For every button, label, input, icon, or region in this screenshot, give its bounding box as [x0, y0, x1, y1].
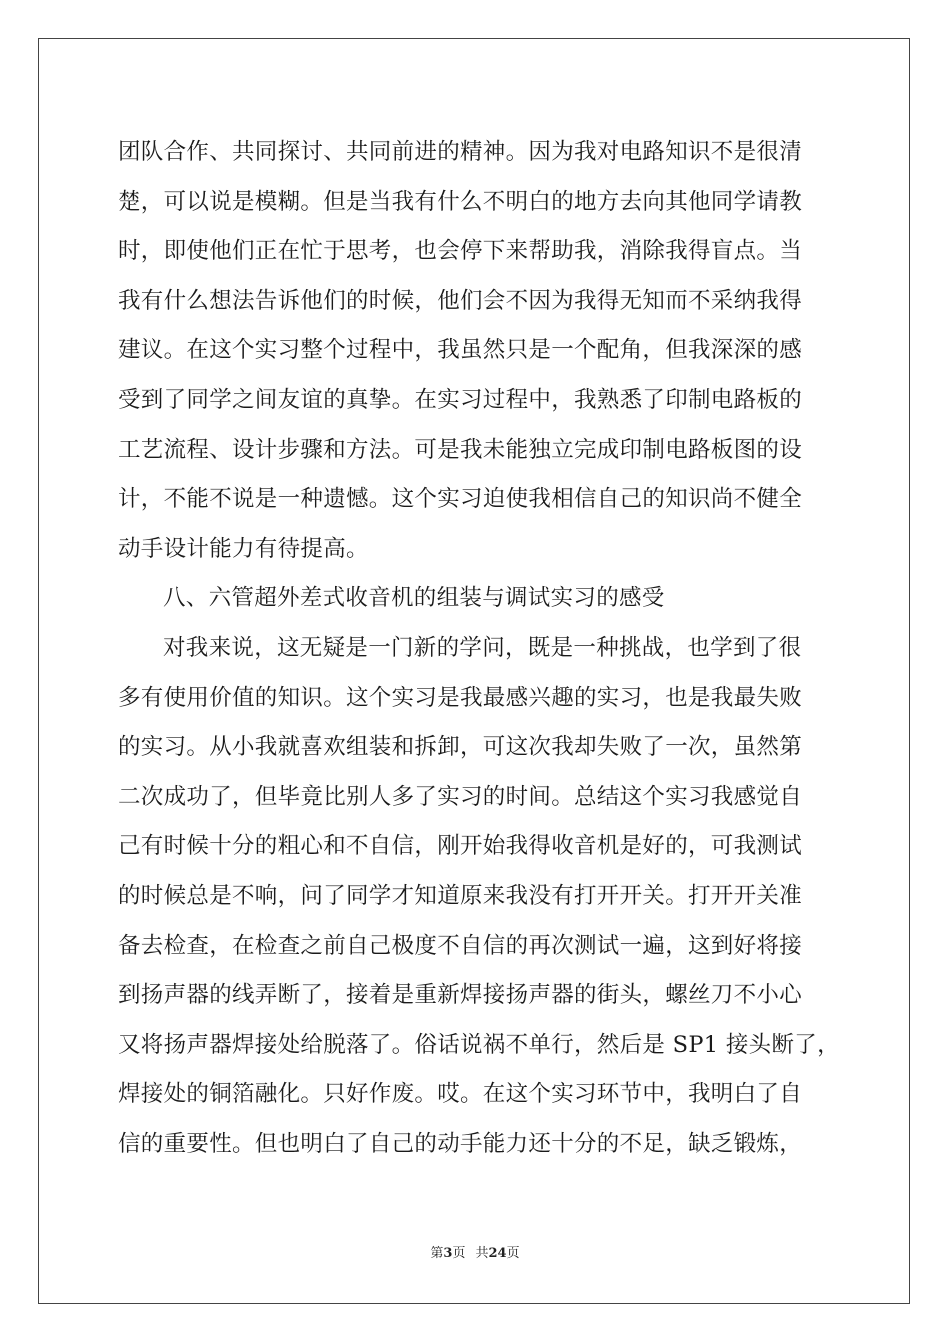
text-line: 团队合作、共同探讨、共同前进的精神。因为我对电路知识不是很清	[118, 139, 803, 165]
text-line: 己有时候十分的粗心和不自信，刚开始我得收音机是好的，可我测试	[118, 833, 803, 860]
section-heading: 八、六管超外差式收音机的组装与调试实习的感受	[163, 585, 665, 612]
text-line: 到扬声器的线弄断了，接着是重新焊接扬声器的街头，螺丝刀不小心	[118, 982, 803, 1009]
text-line: 焊接处的铜箔融化。只好作废。哎。在这个实习环节中，我明白了自	[118, 1081, 803, 1108]
total-pages-number: 24	[488, 1246, 507, 1261]
text-line: 又将扬声器焊接处给脱落了。俗话说祸不单行，然后是 SP1 接头断了，	[118, 1031, 840, 1058]
text-line: 二次成功了，但毕竟比别人多了实习的时间。总结这个实习我感觉自	[118, 783, 803, 810]
text-line: 的实习。从小我就喜欢组装和拆卸，可这次我却失败了一次，虽然第	[118, 734, 803, 761]
total-label-suffix: 页	[506, 1246, 520, 1261]
text-line: 对我来说，这无疑是一门新的学问，既是一种挑战，也学到了很	[163, 634, 802, 661]
text-line: 动手设计能力有待提高。	[118, 535, 369, 562]
text-line: 受到了同学之间友谊的真挚。在实习过程中，我熟悉了印制电路板的	[118, 386, 803, 413]
page-label-suffix: 页	[452, 1246, 466, 1261]
text-line: 的时候总是不响，问了同学才知道原来我没有打开开关。打开开关准	[118, 882, 803, 909]
page-footer	[0, 1244, 950, 1264]
text-line: 楚，可以说是模糊。但是当我有什么不明白的地方去向其他同学请教	[118, 188, 803, 215]
page-label-prefix: 第	[430, 1246, 444, 1261]
text-line: 建议。在这个实习整个过程中，我虽然只是一个配角，但我深深的感	[118, 337, 803, 364]
document-body	[118, 128, 840, 1169]
text-line: 时，即使他们正在忙于思考，也会停下来帮助我，消除我得盲点。当	[118, 238, 803, 265]
text-line: 计，不能不说是一种遗憾。这个实习迫使我相信自己的知识尚不健全	[118, 486, 803, 513]
current-page-number: 3	[443, 1246, 453, 1261]
text-line: 多有使用价值的知识。这个实习是我最感兴趣的实习，也是我最失败	[118, 684, 803, 711]
text-line: 我有什么想法告诉他们的时候，他们会不因为我得无知而不采纳我得	[118, 287, 803, 314]
text-line: 工艺流程、设计步骤和方法。可是我未能独立完成印制电路板图的设	[118, 436, 803, 463]
text-line: 备去检查，在检查之前自己极度不自信的再次测试一遍，这到好将接	[118, 932, 803, 959]
text-line: 信的重要性。但也明白了自己的动手能力还十分的不足，缺乏锻炼，	[118, 1130, 803, 1157]
total-label-prefix: 共	[475, 1246, 489, 1261]
